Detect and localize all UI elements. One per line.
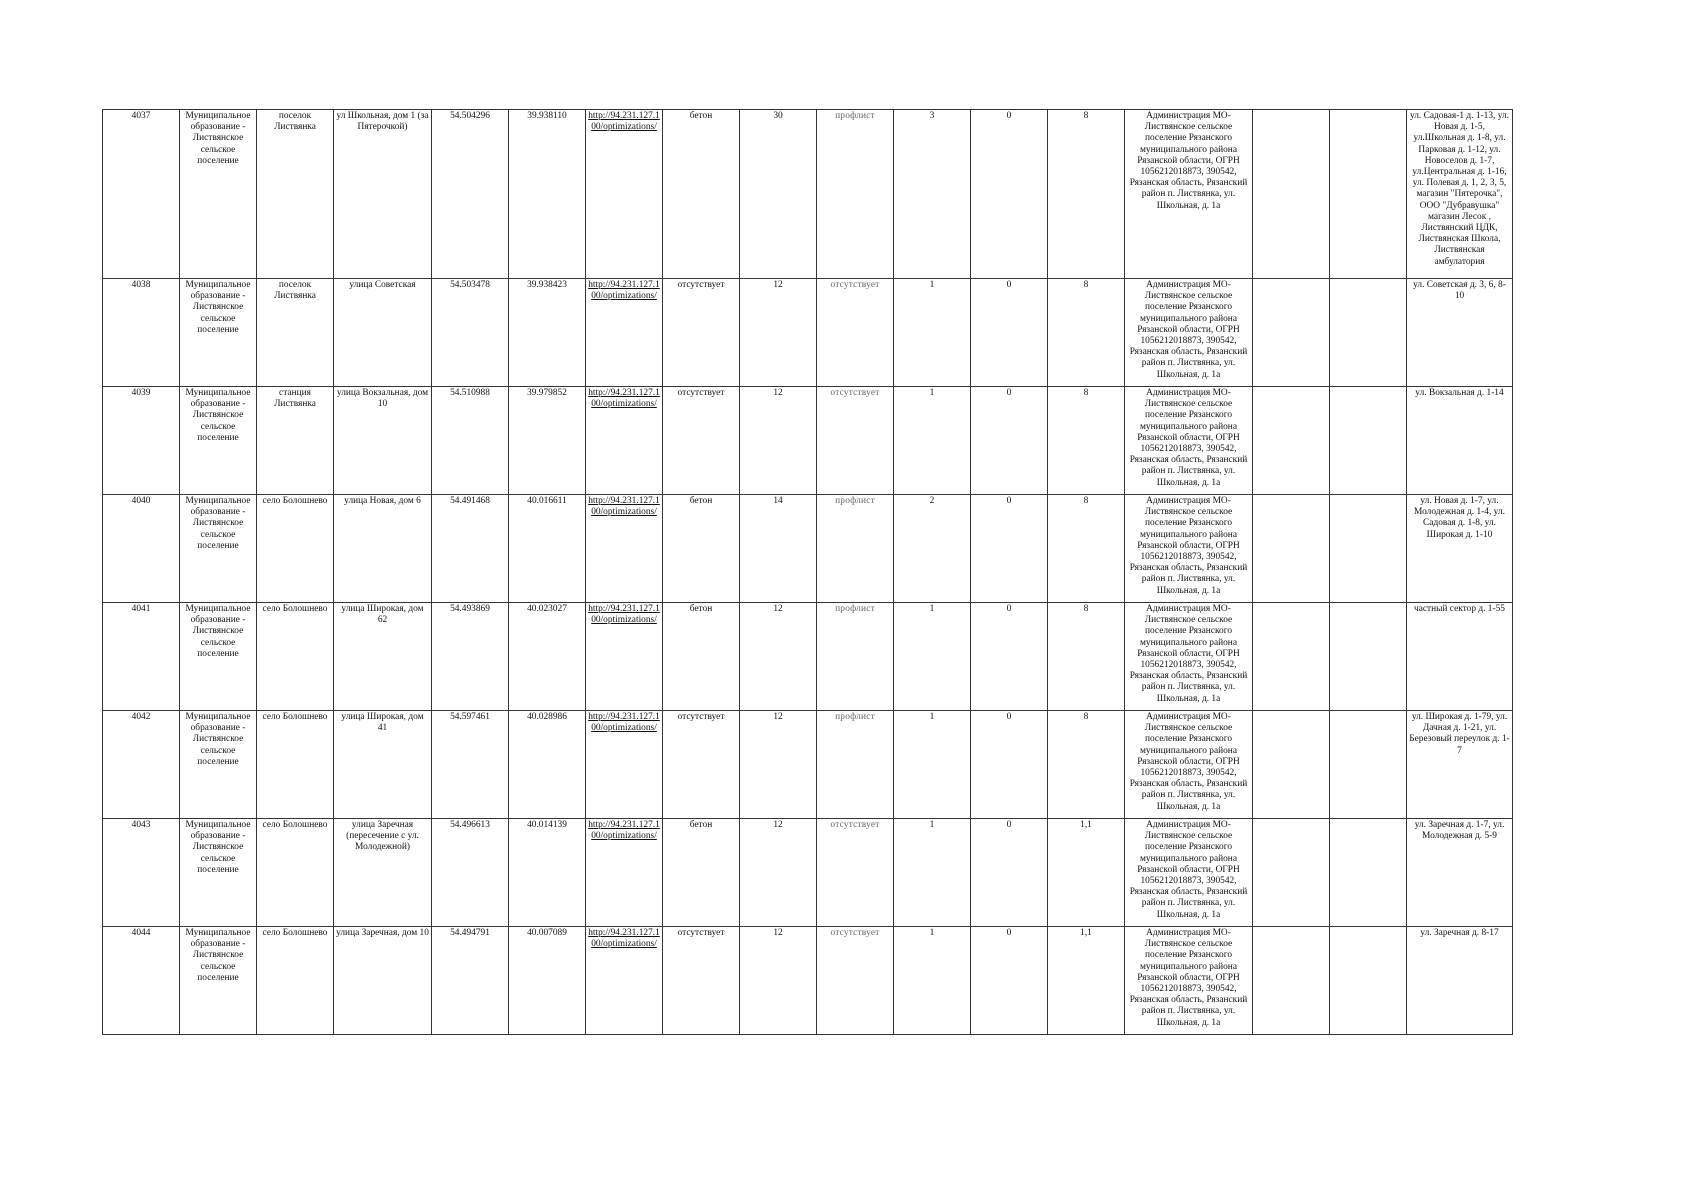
municipality-cell: Муниципальное образование - Листвянское сельское поселение bbox=[180, 110, 257, 279]
settlement-cell: село Болошнево bbox=[257, 711, 334, 819]
container-volume-cell: 1,1 bbox=[1048, 819, 1125, 927]
empty-cell bbox=[1330, 110, 1407, 279]
settlement-cell: село Болошнево bbox=[257, 819, 334, 927]
base-type-cell: бетон bbox=[663, 819, 740, 927]
latitude-cell: 54.493869 bbox=[432, 603, 509, 711]
longitude-cell: 39.938423 bbox=[509, 279, 586, 387]
zero-value-cell: 0 bbox=[971, 495, 1048, 603]
empty-cell bbox=[1253, 819, 1330, 927]
empty-cell bbox=[1253, 495, 1330, 603]
table-row bbox=[103, 927, 1513, 1035]
map-link[interactable]: http://94.231.127.100/optimizations/ bbox=[586, 387, 663, 495]
table-row bbox=[103, 110, 1513, 279]
longitude-cell: 40.007089 bbox=[509, 927, 586, 1035]
map-link[interactable]: http://94.231.127.100/optimizations/ bbox=[586, 819, 663, 927]
settlement-cell: село Болошнево bbox=[257, 927, 334, 1035]
waste-sources-cell: ул. Заречная д. 1-7, ул. Молодежная д. 5-9 bbox=[1407, 819, 1513, 927]
owner-cell: Администрация МО-Листвянское сельское поселение Рязанского муниципального района Рязанской области, ОГРН 1056212018873, 390542, Рязанская область, Рязанский район п. Листвянка, ул. Школьная, д. 1а bbox=[1125, 387, 1253, 495]
waste-sources-cell: ул. Советская д. 3, 6, 8-10 bbox=[1407, 279, 1513, 387]
fence-type-cell: профлист bbox=[817, 110, 894, 279]
longitude-cell: 40.014139 bbox=[509, 819, 586, 927]
base-type-cell: бетон bbox=[663, 495, 740, 603]
address-cell: улица Вокзальная, дом 10 bbox=[334, 387, 432, 495]
municipality-cell: Муниципальное образование - Листвянское сельское поселение bbox=[180, 603, 257, 711]
waste-sources-cell: ул. Садовая-1 д. 1-13, ул. Новая д. 1-5, ул.Школьная д. 1-8, ул. Парковая д. 1-12, ул. Новоселов д. 1-7, ул.Центральная д. 1-16, ул. Полевая д. 1, 2, 3, 5, магазин "Пятерочка", ООО "Дубравушка" магазин Лесок , Листвянский ЦДК, Листвянская Школа, Листвянская амбулатория bbox=[1407, 110, 1513, 279]
containers-count-cell: 3 bbox=[894, 110, 971, 279]
municipality-cell: Муниципальное образование - Листвянское сельское поселение bbox=[180, 387, 257, 495]
empty-cell bbox=[1253, 927, 1330, 1035]
row-id: 4041 bbox=[103, 603, 180, 711]
map-link[interactable]: http://94.231.127.100/optimizations/ bbox=[586, 711, 663, 819]
municipality-cell: Муниципальное образование - Листвянское сельское поселение bbox=[180, 819, 257, 927]
containers-count-cell: 1 bbox=[894, 711, 971, 819]
base-type-cell: бетон bbox=[663, 603, 740, 711]
map-link[interactable]: http://94.231.127.100/optimizations/ bbox=[586, 110, 663, 279]
waste-sources-cell: ул. Заречная д. 8-17 bbox=[1407, 927, 1513, 1035]
area-cell: 14 bbox=[740, 495, 817, 603]
owner-cell: Администрация МО-Листвянское сельское поселение Рязанского муниципального района Рязанской области, ОГРН 1056212018873, 390542, Рязанская область, Рязанский район п. Листвянка, ул. Школьная, д. 1а bbox=[1125, 711, 1253, 819]
longitude-cell: 39.979852 bbox=[509, 387, 586, 495]
container-volume-cell: 8 bbox=[1048, 711, 1125, 819]
container-volume-cell: 8 bbox=[1048, 387, 1125, 495]
settlement-cell: село Болошнево bbox=[257, 603, 334, 711]
owner-cell: Администрация МО-Листвянское сельское поселение Рязанского муниципального района Рязанской области, ОГРН 1056212018873, 390542, Рязанская область, Рязанский район п. Листвянка, ул. Школьная, д. 1а bbox=[1125, 819, 1253, 927]
latitude-cell: 54.503478 bbox=[432, 279, 509, 387]
empty-cell bbox=[1253, 279, 1330, 387]
waste-sources-cell: ул. Широкая д. 1-79, ул. Дачная д. 1-21, ул. Березовый переулок д. 1-7 bbox=[1407, 711, 1513, 819]
empty-cell bbox=[1330, 387, 1407, 495]
row-id: 4038 bbox=[103, 279, 180, 387]
base-type-cell: отсутствует bbox=[663, 279, 740, 387]
settlement-cell: поселок Листвянка bbox=[257, 110, 334, 279]
container-volume-cell: 8 bbox=[1048, 603, 1125, 711]
fence-type-cell: профлист bbox=[817, 603, 894, 711]
address-cell: улица Широкая, дом 62 bbox=[334, 603, 432, 711]
area-cell: 12 bbox=[740, 603, 817, 711]
settlement-cell: станция Листвянка bbox=[257, 387, 334, 495]
settlement-cell: село Болошнево bbox=[257, 495, 334, 603]
zero-value-cell: 0 bbox=[971, 927, 1048, 1035]
area-cell: 12 bbox=[740, 387, 817, 495]
row-id: 4039 bbox=[103, 387, 180, 495]
containers-count-cell: 1 bbox=[894, 387, 971, 495]
area-cell: 30 bbox=[740, 110, 817, 279]
empty-cell bbox=[1330, 819, 1407, 927]
area-cell: 12 bbox=[740, 927, 817, 1035]
container-volume-cell: 8 bbox=[1048, 110, 1125, 279]
container-volume-cell: 8 bbox=[1048, 279, 1125, 387]
containers-count-cell: 2 bbox=[894, 495, 971, 603]
zero-value-cell: 0 bbox=[971, 279, 1048, 387]
longitude-cell: 40.028986 bbox=[509, 711, 586, 819]
containers-count-cell: 1 bbox=[894, 819, 971, 927]
table-body bbox=[103, 110, 1513, 1035]
waste-sites-table bbox=[102, 109, 1513, 1035]
container-volume-cell: 8 bbox=[1048, 495, 1125, 603]
longitude-cell: 39.938110 bbox=[509, 110, 586, 279]
empty-cell bbox=[1330, 927, 1407, 1035]
longitude-cell: 40.016611 bbox=[509, 495, 586, 603]
zero-value-cell: 0 bbox=[971, 387, 1048, 495]
fence-type-cell: отсутствует bbox=[817, 279, 894, 387]
fence-type-cell: отсутствует bbox=[817, 927, 894, 1035]
map-link[interactable]: http://94.231.127.100/optimizations/ bbox=[586, 927, 663, 1035]
zero-value-cell: 0 bbox=[971, 819, 1048, 927]
zero-value-cell: 0 bbox=[971, 110, 1048, 279]
containers-count-cell: 1 bbox=[894, 603, 971, 711]
waste-sources-cell: частный сектор д. 1-55 bbox=[1407, 603, 1513, 711]
waste-sources-cell: ул. Новая д. 1-7, ул. Молодежная д. 1-4, ул. Садовая д. 1-8, ул. Широкая д. 1-10 bbox=[1407, 495, 1513, 603]
row-id: 4044 bbox=[103, 927, 180, 1035]
owner-cell: Администрация МО-Листвянское сельское поселение Рязанского муниципального района Рязанской области, ОГРН 1056212018873, 390542, Рязанская область, Рязанский район п. Листвянка, ул. Школьная, д. 1а bbox=[1125, 927, 1253, 1035]
empty-cell bbox=[1253, 603, 1330, 711]
containers-count-cell: 1 bbox=[894, 279, 971, 387]
zero-value-cell: 0 bbox=[971, 603, 1048, 711]
empty-cell bbox=[1330, 495, 1407, 603]
address-cell: улица Заречная, дом 10 bbox=[334, 927, 432, 1035]
empty-cell bbox=[1253, 711, 1330, 819]
row-id: 4040 bbox=[103, 495, 180, 603]
settlement-cell: поселок Листвянка bbox=[257, 279, 334, 387]
municipality-cell: Муниципальное образование - Листвянское сельское поселение bbox=[180, 927, 257, 1035]
empty-cell bbox=[1330, 603, 1407, 711]
base-type-cell: бетон bbox=[663, 110, 740, 279]
empty-cell bbox=[1330, 279, 1407, 387]
latitude-cell: 54.494791 bbox=[432, 927, 509, 1035]
latitude-cell: 54.491468 bbox=[432, 495, 509, 603]
latitude-cell: 54.597461 bbox=[432, 711, 509, 819]
base-type-cell: отсутствует bbox=[663, 927, 740, 1035]
table-row bbox=[103, 279, 1513, 387]
row-id: 4042 bbox=[103, 711, 180, 819]
address-cell: ул Школьная, дом 1 (за Пятерочкой) bbox=[334, 110, 432, 279]
table-row bbox=[103, 711, 1513, 819]
owner-cell: Администрация МО-Листвянское сельское поселение Рязанского муниципального района Рязанской области, ОГРН 1056212018873, 390542, Рязанская область, Рязанский район п. Листвянка, ул. Школьная, д. 1а bbox=[1125, 603, 1253, 711]
area-cell: 12 bbox=[740, 279, 817, 387]
map-link[interactable]: http://94.231.127.100/optimizations/ bbox=[586, 603, 663, 711]
map-link[interactable]: http://94.231.127.100/optimizations/ bbox=[586, 495, 663, 603]
base-type-cell: отсутствует bbox=[663, 711, 740, 819]
address-cell: улица Широкая, дом 41 bbox=[334, 711, 432, 819]
address-cell: улица Заречная (пересечение с ул. Молодежной) bbox=[334, 819, 432, 927]
address-cell: улица Новая, дом 6 bbox=[334, 495, 432, 603]
containers-count-cell: 1 bbox=[894, 927, 971, 1035]
area-cell: 12 bbox=[740, 819, 817, 927]
row-id: 4037 bbox=[103, 110, 180, 279]
latitude-cell: 54.496613 bbox=[432, 819, 509, 927]
fence-type-cell: отсутствует bbox=[817, 387, 894, 495]
map-link[interactable]: http://94.231.127.100/optimizations/ bbox=[586, 279, 663, 387]
table-row bbox=[103, 387, 1513, 495]
municipality-cell: Муниципальное образование - Листвянское сельское поселение bbox=[180, 711, 257, 819]
latitude-cell: 54.510988 bbox=[432, 387, 509, 495]
area-cell: 12 bbox=[740, 711, 817, 819]
table-row bbox=[103, 495, 1513, 603]
table-row bbox=[103, 603, 1513, 711]
container-volume-cell: 1,1 bbox=[1048, 927, 1125, 1035]
longitude-cell: 40.023027 bbox=[509, 603, 586, 711]
owner-cell: Администрация МО-Листвянское сельское поселение Рязанского муниципального района Рязанской области, ОГРН 1056212018873, 390542, Рязанская область, Рязанский район п. Листвянка, ул. Школьная, д. 1а bbox=[1125, 495, 1253, 603]
fence-type-cell: отсутствует bbox=[817, 819, 894, 927]
waste-sources-cell: ул. Вокзальная д. 1-14 bbox=[1407, 387, 1513, 495]
base-type-cell: отсутствует bbox=[663, 387, 740, 495]
table-row bbox=[103, 819, 1513, 927]
municipality-cell: Муниципальное образование - Листвянское сельское поселение bbox=[180, 279, 257, 387]
address-cell: улица Советская bbox=[334, 279, 432, 387]
zero-value-cell: 0 bbox=[971, 711, 1048, 819]
fence-type-cell: профлист bbox=[817, 711, 894, 819]
municipality-cell: Муниципальное образование - Листвянское сельское поселение bbox=[180, 495, 257, 603]
empty-cell bbox=[1330, 711, 1407, 819]
owner-cell: Администрация МО-Листвянское сельское поселение Рязанского муниципального района Рязанской области, ОГРН 1056212018873, 390542, Рязанская область, Рязанский район п. Листвянка, ул. Школьная, д. 1а bbox=[1125, 279, 1253, 387]
row-id: 4043 bbox=[103, 819, 180, 927]
empty-cell bbox=[1253, 110, 1330, 279]
empty-cell bbox=[1253, 387, 1330, 495]
latitude-cell: 54.504296 bbox=[432, 110, 509, 279]
fence-type-cell: профлист bbox=[817, 495, 894, 603]
owner-cell: Администрация МО-Листвянское сельское поселение Рязанского муниципального района Рязанской области, ОГРН 1056212018873, 390542, Рязанская область, Рязанский район п. Листвянка, ул. Школьная, д. 1а bbox=[1125, 110, 1253, 279]
